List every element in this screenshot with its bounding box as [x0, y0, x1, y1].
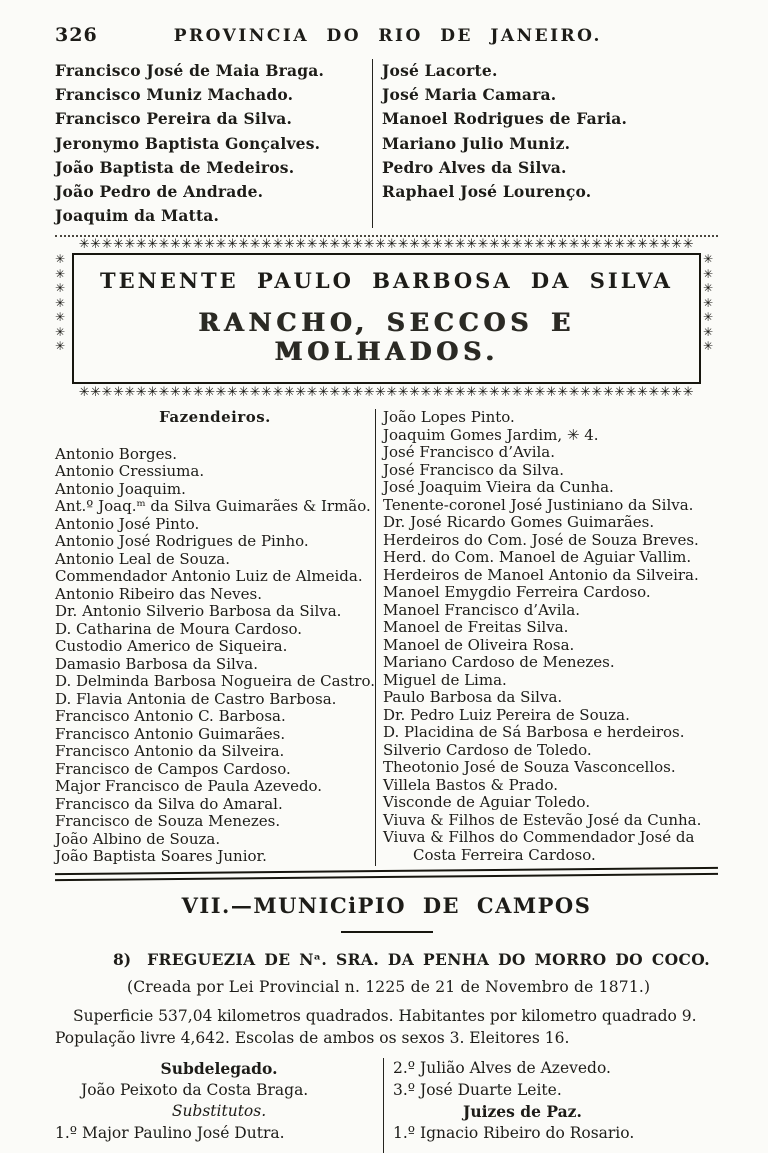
list-item: Dr. José Ricardo Gomes Guimarães.	[382, 513, 655, 532]
directory-right-column	[375, 409, 718, 866]
list-item: Damasio Barbosa da Silva.	[55, 654, 258, 673]
list-item: D. Catharina de Moura Cardoso.	[55, 619, 303, 638]
list-item: Raphael José Lourenço.	[382, 182, 592, 202]
list-item: Villela Bastos & Prado.	[382, 775, 558, 794]
fazendeiros-directory	[55, 409, 718, 866]
subdelegado-header: Subdelegado.	[160, 1059, 278, 1079]
official-name: 1.º Ignacio Ribeiro do Rosario.	[393, 1123, 635, 1142]
list-item: Francisco José de Maia Braga.	[55, 61, 325, 80]
top-list-left	[55, 59, 372, 228]
list-item: Ant.º Joaq.ᵐ da Silva Guimarães & Irmão.	[55, 497, 371, 516]
ornament-border-right: ✳✳✳✳✳✳✳	[703, 252, 714, 354]
list-item: Viuva & Filhos do Commendador José da	[382, 828, 695, 847]
list-item: D. Placidina de Sá Barbosa e herdeiros.	[382, 723, 685, 742]
list-item: João Lopes Pinto.	[382, 408, 515, 427]
list-item: Manoel Emygdio Ferreira Cardoso.	[382, 583, 651, 602]
list-item: D. Flavia Antonia de Castro Barbosa.	[55, 689, 337, 708]
list-item: Miguel de Lima.	[382, 670, 507, 689]
list-item: João Baptista de Medeiros.	[55, 157, 295, 177]
page-number: 326	[55, 24, 98, 46]
freguezia-number: 8)	[113, 950, 132, 970]
official-name: 3.º José Duarte Leite.	[393, 1080, 562, 1099]
list-item: Antonio Borges.	[55, 444, 177, 463]
statistics-line: Superficie 537,04 kilometros quadrados. Habitantes por kilometro quadrado 9.	[73, 1007, 697, 1026]
list-item: Antonio Leal de Souza.	[55, 549, 230, 568]
list-item: Costa Ferreira Cardoso.	[412, 845, 596, 864]
list-item: Francisco Pereira da Silva.	[55, 109, 293, 129]
list-item: Mariano Julio Muniz.	[382, 133, 571, 153]
list-item: Mariano Cardoso de Menezes.	[382, 653, 615, 672]
list-item: Manoel de Oliveira Rosa.	[382, 635, 575, 654]
law-reference: (Creada por Lei Provincial n. 1225 de 21 de Novembro de 1871.)	[127, 978, 651, 997]
list-item: José Lacorte.	[382, 61, 498, 80]
list-item: José Maria Camara.	[382, 85, 557, 105]
officials-right-column	[383, 1058, 718, 1153]
page-header	[55, 24, 718, 46]
list-item: Herd. do Com. Manoel de Aguiar Vallim.	[382, 548, 692, 567]
list-item: José Joaquim Vieira da Cunha.	[382, 478, 614, 497]
advertiser-name: TENENTE PAULO BARBOSA DA SILVA	[100, 268, 673, 294]
list-item: Francisco da Silva do Amaral.	[55, 794, 283, 813]
list-item: Manoel Francisco d’Avila.	[382, 600, 581, 619]
list-item: Major Francisco de Paula Azevedo.	[55, 777, 323, 796]
list-item: José Francisco d’Avila.	[382, 443, 556, 462]
list-item: Dr. Antonio Silverio Barbosa da Silva.	[55, 602, 342, 621]
officials-lists	[55, 1058, 718, 1153]
list-item: Francisco Antonio Guimarães.	[55, 724, 286, 743]
juizes-de-paz-header: Juizes de Paz.	[463, 1102, 582, 1122]
list-item: Tenente-coronel José Justiniano da Silva.	[382, 495, 694, 514]
list-item: Joaquim Gomes Jardim, ✳ 4.	[382, 425, 599, 444]
official-name: João Peixoto da Costa Braga.	[81, 1080, 309, 1099]
list-item: Antonio Ribeiro das Neves.	[55, 584, 262, 603]
officials-right-list	[393, 1058, 718, 1101]
ornament-border-left: ✳✳✳✳✳✳✳	[55, 252, 66, 354]
top-list-right	[372, 59, 718, 228]
advertisement-box	[55, 237, 718, 400]
list-item: Francisco Antonio da Silveira.	[55, 742, 285, 761]
list-item: Francisco de Campos Cardoso.	[55, 759, 291, 778]
list-item: Manoel Rodrigues de Faria.	[382, 109, 628, 129]
substitutos-header: Substitutos.	[171, 1102, 267, 1121]
list-item: Custodio Americo de Siqueira.	[55, 637, 288, 656]
list-item: Dr. Pedro Luiz Pereira de Souza.	[382, 705, 630, 724]
list-item: Silverio Cardoso de Toledo.	[382, 740, 592, 759]
list-item: Francisco Antonio C. Barbosa.	[55, 707, 286, 726]
official-name: 1.º Major Paulino José Dutra.	[55, 1123, 285, 1142]
list-item: Antonio Joaquim.	[55, 479, 186, 498]
list-item: Francisco Muniz Machado.	[55, 85, 294, 105]
list-item: Commendador Antonio Luiz de Almeida.	[55, 567, 363, 586]
ornament-border-bottom: ✳✳✳✳✳✳✳✳✳✳✳✳✳✳✳✳✳✳✳✳✳✳✳✳✳✳✳✳✳✳✳✳✳✳✳✳✳✳✳✳✳✳✳✳✳✳✳✳✳✳✳✳✳✳	[78, 385, 695, 401]
list-item: Antonio Cressiuma.	[55, 462, 205, 481]
section-divider	[55, 867, 718, 881]
freguezia-title: FREGUEZIA DE Nᵃ. SRA. DA PENHA DO MORRO DO COCO.	[147, 950, 711, 970]
list-item: José Francisco da Silva.	[382, 460, 565, 479]
list-item: João Baptista Soares Junior.	[55, 847, 267, 866]
list-item: Antonio José Pinto.	[55, 514, 200, 533]
advertisement-inner	[72, 253, 701, 384]
freguezia-line	[55, 950, 718, 969]
list-item: Viuva & Filhos de Estevão José da Cunha.	[382, 810, 702, 829]
heading-rule	[341, 931, 433, 934]
directory-left-list	[55, 446, 375, 866]
list-item: Theotonio José de Souza Vasconcellos.	[382, 758, 676, 777]
list-item: Visconde de Aguiar Toledo.	[382, 793, 591, 812]
official-name: 2.º Julião Alves de Azevedo.	[393, 1059, 611, 1078]
list-item: D. Delminda Barbosa Nogueira de Castro.	[55, 672, 375, 691]
directory-left-column	[55, 409, 375, 866]
list-item: Paulo Barbosa da Silva.	[382, 688, 563, 707]
list-item: Herdeiros do Com. José de Souza Breves.	[382, 530, 699, 549]
list-item: João Pedro de Andrade.	[55, 182, 264, 202]
officials-left-column	[55, 1058, 383, 1153]
list-item: João Albino de Souza.	[55, 829, 221, 848]
list-item: Antonio José Rodrigues de Pinho.	[55, 532, 309, 551]
statistics-paragraph	[55, 1006, 718, 1049]
list-item: Joaquim da Matta.	[55, 206, 220, 226]
ornament-border-top: ✳✳✳✳✳✳✳✳✳✳✳✳✳✳✳✳✳✳✳✳✳✳✳✳✳✳✳✳✳✳✳✳✳✳✳✳✳✳✳✳✳✳✳✳✳✳✳✳✳✳✳✳✳✳	[78, 237, 695, 253]
statistics-line: População livre 4,642. Escolas de ambos os sexos 3. Eleitores 16.	[55, 1028, 570, 1047]
advertisement-business: RANCHO, SECCOS E MOLHADOS.	[198, 308, 575, 367]
directory-header: Fazendeiros.	[159, 408, 271, 427]
list-item: Manoel de Freitas Silva.	[382, 618, 569, 637]
list-item: Herdeiros de Manoel Antonio da Silveira.	[382, 565, 699, 584]
running-title: PROVINCIA DO RIO DE JANEIRO.	[173, 26, 602, 46]
section-heading: VII.—MUNICiPIO DE CAMPOS	[181, 892, 592, 918]
top-name-lists	[55, 59, 718, 228]
list-item: Francisco de Souza Menezes.	[55, 812, 281, 831]
list-item: Jeronymo Baptista Gonçalves.	[55, 133, 321, 153]
list-item: Pedro Alves da Silva.	[382, 157, 567, 177]
